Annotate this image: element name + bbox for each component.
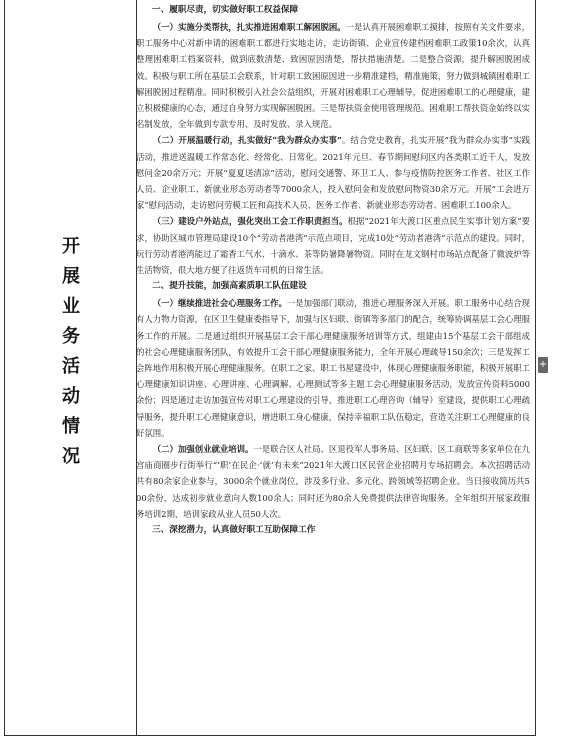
section-heading-2: 二、提升技能，加强高素质职工队伍建设	[152, 281, 307, 292]
expand-button[interactable]: +	[538, 357, 548, 373]
paragraph-lead: （三）建设户外站点，强化突出工会工作职责担当。	[152, 216, 348, 227]
label-char: 务	[62, 326, 80, 347]
paragraph	[136, 132, 530, 213]
paragraph-lead: （一）继续推进社会心理服务工作。	[152, 298, 287, 309]
paragraph	[136, 19, 530, 132]
section-heading-3: 三、深挖潜力，认真做好职工互助保障工作	[152, 525, 316, 536]
section-heading-1: 一、履职尽责，切实做好职工权益保障	[152, 5, 299, 15]
label-char: 展	[62, 266, 80, 287]
section-label-vertical	[57, 232, 85, 472]
paragraph	[136, 213, 530, 278]
paragraph	[136, 441, 530, 522]
label-char: 活	[62, 356, 80, 377]
paragraph-body: 根据“2021年大渡口区重点民生实事计划方案”要求，协助区城市管理局建设10个“劳动者港湾”示范点项目，完成10处“劳动者港湾”示范点的建设。同时，玩行劳动者港湾能过了霜香工气水、十滴水、茶等防暑降暑物资。同时在龙文钢村市场站点配备了微波炉等生活物资，很大地方便了往返货车司机的日常生活。	[136, 216, 530, 276]
label-column	[5, 0, 137, 735]
paragraph-body: 一是联合区人社局、区退役军人事务局、区妇联、区工商联等多家单位在九宫庙商圈步行街举行“‘职’在民企·‘就’有未来”2021年大渡口区民营企业招聘月专场招聘会。本次招聘活动共有80余家企业参与，3000余个就业岗位，涉及多行业、多元化、跨领域等招聘企业。当日接收简历共500余份，达成初步就业意向人数100余人；同时还为80余人免费提供法律咨询服务。全年组织开展家政服务培训2期，培训家政从业人员50人次。	[136, 444, 530, 519]
content-column	[136, 2, 530, 734]
label-char: 况	[62, 446, 80, 467]
paragraph-lead: （二）加强创业就业培训。	[152, 444, 254, 455]
paragraph	[136, 295, 530, 441]
paragraph-body: 一是认真开展困难职工摸排，按照有关文件要求，职工服务中心对新申请的困难职工都进行实地走访，走访街镇、企业宣传建档困难职工政策10余次，认真整理困难职工档案资料，做到底数清楚、致困原因清楚，帮扶措施清楚。二是整合资源，提升解困脱困成效。积极与职工所在基层工会联系，针对职工致困原因进一步精准建档，精准施策，努力做到城镇困难职工解困脱困过程精准。同时积极引入社会公益组织，开展对困难职工心理辅导，促进困难职工的心理健康，建立积极健康的心态，通过自身努力实现解困脱困。三是帮扶资金使用管理规范。困难职工帮扶资金始终以实名制发放，全年做到专款专用、及时发放、录入规范。	[136, 22, 530, 130]
label-char: 开	[62, 236, 80, 257]
paragraph-lead: （一）实施分类帮扶，扎实推进困难职工解困脱困。	[152, 22, 346, 32]
paragraph-lead: （二）开展温暖行动，扎实做好“我为群众办实事”	[152, 135, 342, 146]
label-char: 情	[62, 416, 80, 437]
paragraph-body: 一是加强部门联动，推进心理服务深入开展。职工服务中心结合现有人力物力资源，在区卫生健康委指导下，加强与区妇联、街镇等多部门的配合，统筹协调基层工会心理服务工作的开展。二是通过组织开展基层工会干部心理健康服务培训等方式，组建由15个基层工会干部组成的社会心理健康服务团队，有效提升工会干部心理健康服务能力，全年开展心理疏导150余次；三是发挥工会阵地作用积极开展心理健康服务。在职工之家、职工书屋建设中，体现心理健康服务职能，积极开展职工心理健康知识讲座、心理讲座、心理调解、心理测试等多主题工会心理健康服务活动，发放宣传资料5000余份；四是通过走访加强宣传对职工心理建设的引导，推进职工心理咨询（辅导）室建设，提供职工心理疏导服务，提升职工心理健康意识，增进职工身心健康，保持幸福职工队伍稳定，营造关注职工心理健康的良好氛围。	[136, 298, 530, 438]
paragraph-body: 。结合党史教育，扎实开展“我为群众办实事”实践活动，推进送温暖工作常态化、经常化、日常化。2021年元旦、春节期间慰问区内各类职工近千人，发放慰问金20余万元；开展“夏夏送清凉”活动，慰问交通警、环卫工人、参与疫情防控医务工作者、社区工作人员、企业职工、新就业形态劳动者等7000余人，投入慰问金和发放慰问物资30余万元。开展“工会进万家”慰问活动，走访慰问劳模工匠和高技术人员、医务工作者、新就业形态劳动者、困难职工100余人。	[136, 135, 530, 211]
label-char: 业	[62, 296, 80, 317]
label-char: 动	[62, 386, 80, 407]
